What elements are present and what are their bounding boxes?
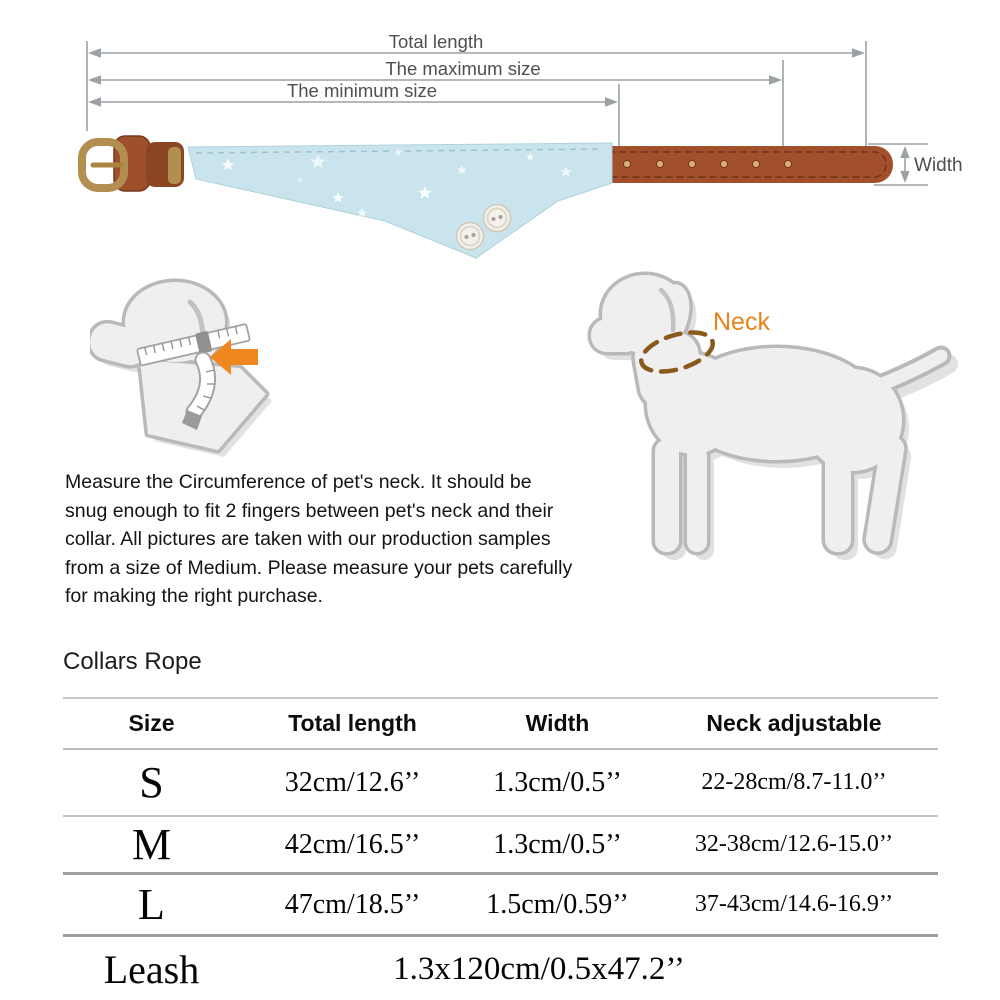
table-row-size-s [63,750,938,817]
total-length-cell: 47cm/18.5’’ [284,888,421,920]
total-length-label: Total length [388,31,484,52]
width-cell: 1.3cm/0.5’’ [493,766,622,798]
instruction-line: Measure the Circumference of pet's neck. It should be [65,471,532,493]
col-header-neck-adjustable: Neck adjustable [706,710,882,736]
table-title: Collars Rope [63,648,202,675]
neck-adjustable-cell: 37-43cm/14.6-16.9’’ [694,891,894,917]
width-cell: 1.3cm/0.5’’ [493,828,622,860]
instruction-line: for making the right purchase. [65,585,323,608]
table-row-size-m [63,817,938,875]
instruction-line: collar. All pictures are taken with our production samples [65,528,551,551]
collar-buckle [82,136,184,191]
instruction-line: from a size of Medium. Please measure your pets carefully [65,556,573,579]
leash-label-cell: Leash [103,946,200,992]
dog-head-measuring-illustration [90,272,285,467]
neck-adjustable-cell: 32-38cm/12.6-15.0’’ [694,831,894,857]
maximum-size-label: The maximum size [385,58,541,79]
table-row-size-l [63,875,938,937]
table-header-row [63,699,938,750]
size-cell: M [131,820,172,869]
minimum-size-label: The minimum size [286,80,438,101]
size-cell: L [138,880,165,929]
dog-body-neck-illustration [585,262,963,562]
instruction-line: snug enough to fit 2 fingers between pet's neck and their [65,499,554,522]
collar-bandana [188,143,612,258]
total-length-cell: 32cm/12.6’’ [284,766,421,798]
col-header-size: Size [128,710,175,736]
table-row-leash [63,937,938,1000]
neck-adjustable-cell: 22-28cm/8.7-11.0’’ [701,769,887,795]
size-cell: S [139,758,164,807]
col-header-total-length: Total length [288,710,417,736]
width-cell: 1.5cm/0.59’’ [486,888,629,920]
neck-label: Neck [713,308,770,336]
leash-size-cell: 1.3x120cm/0.5x47.2’’ [393,950,685,987]
size-table [63,697,938,1000]
total-length-cell: 42cm/16.5’’ [284,828,421,860]
col-header-width: Width [525,710,590,736]
width-label: Width [914,155,963,176]
measuring-instructions [65,468,572,611]
